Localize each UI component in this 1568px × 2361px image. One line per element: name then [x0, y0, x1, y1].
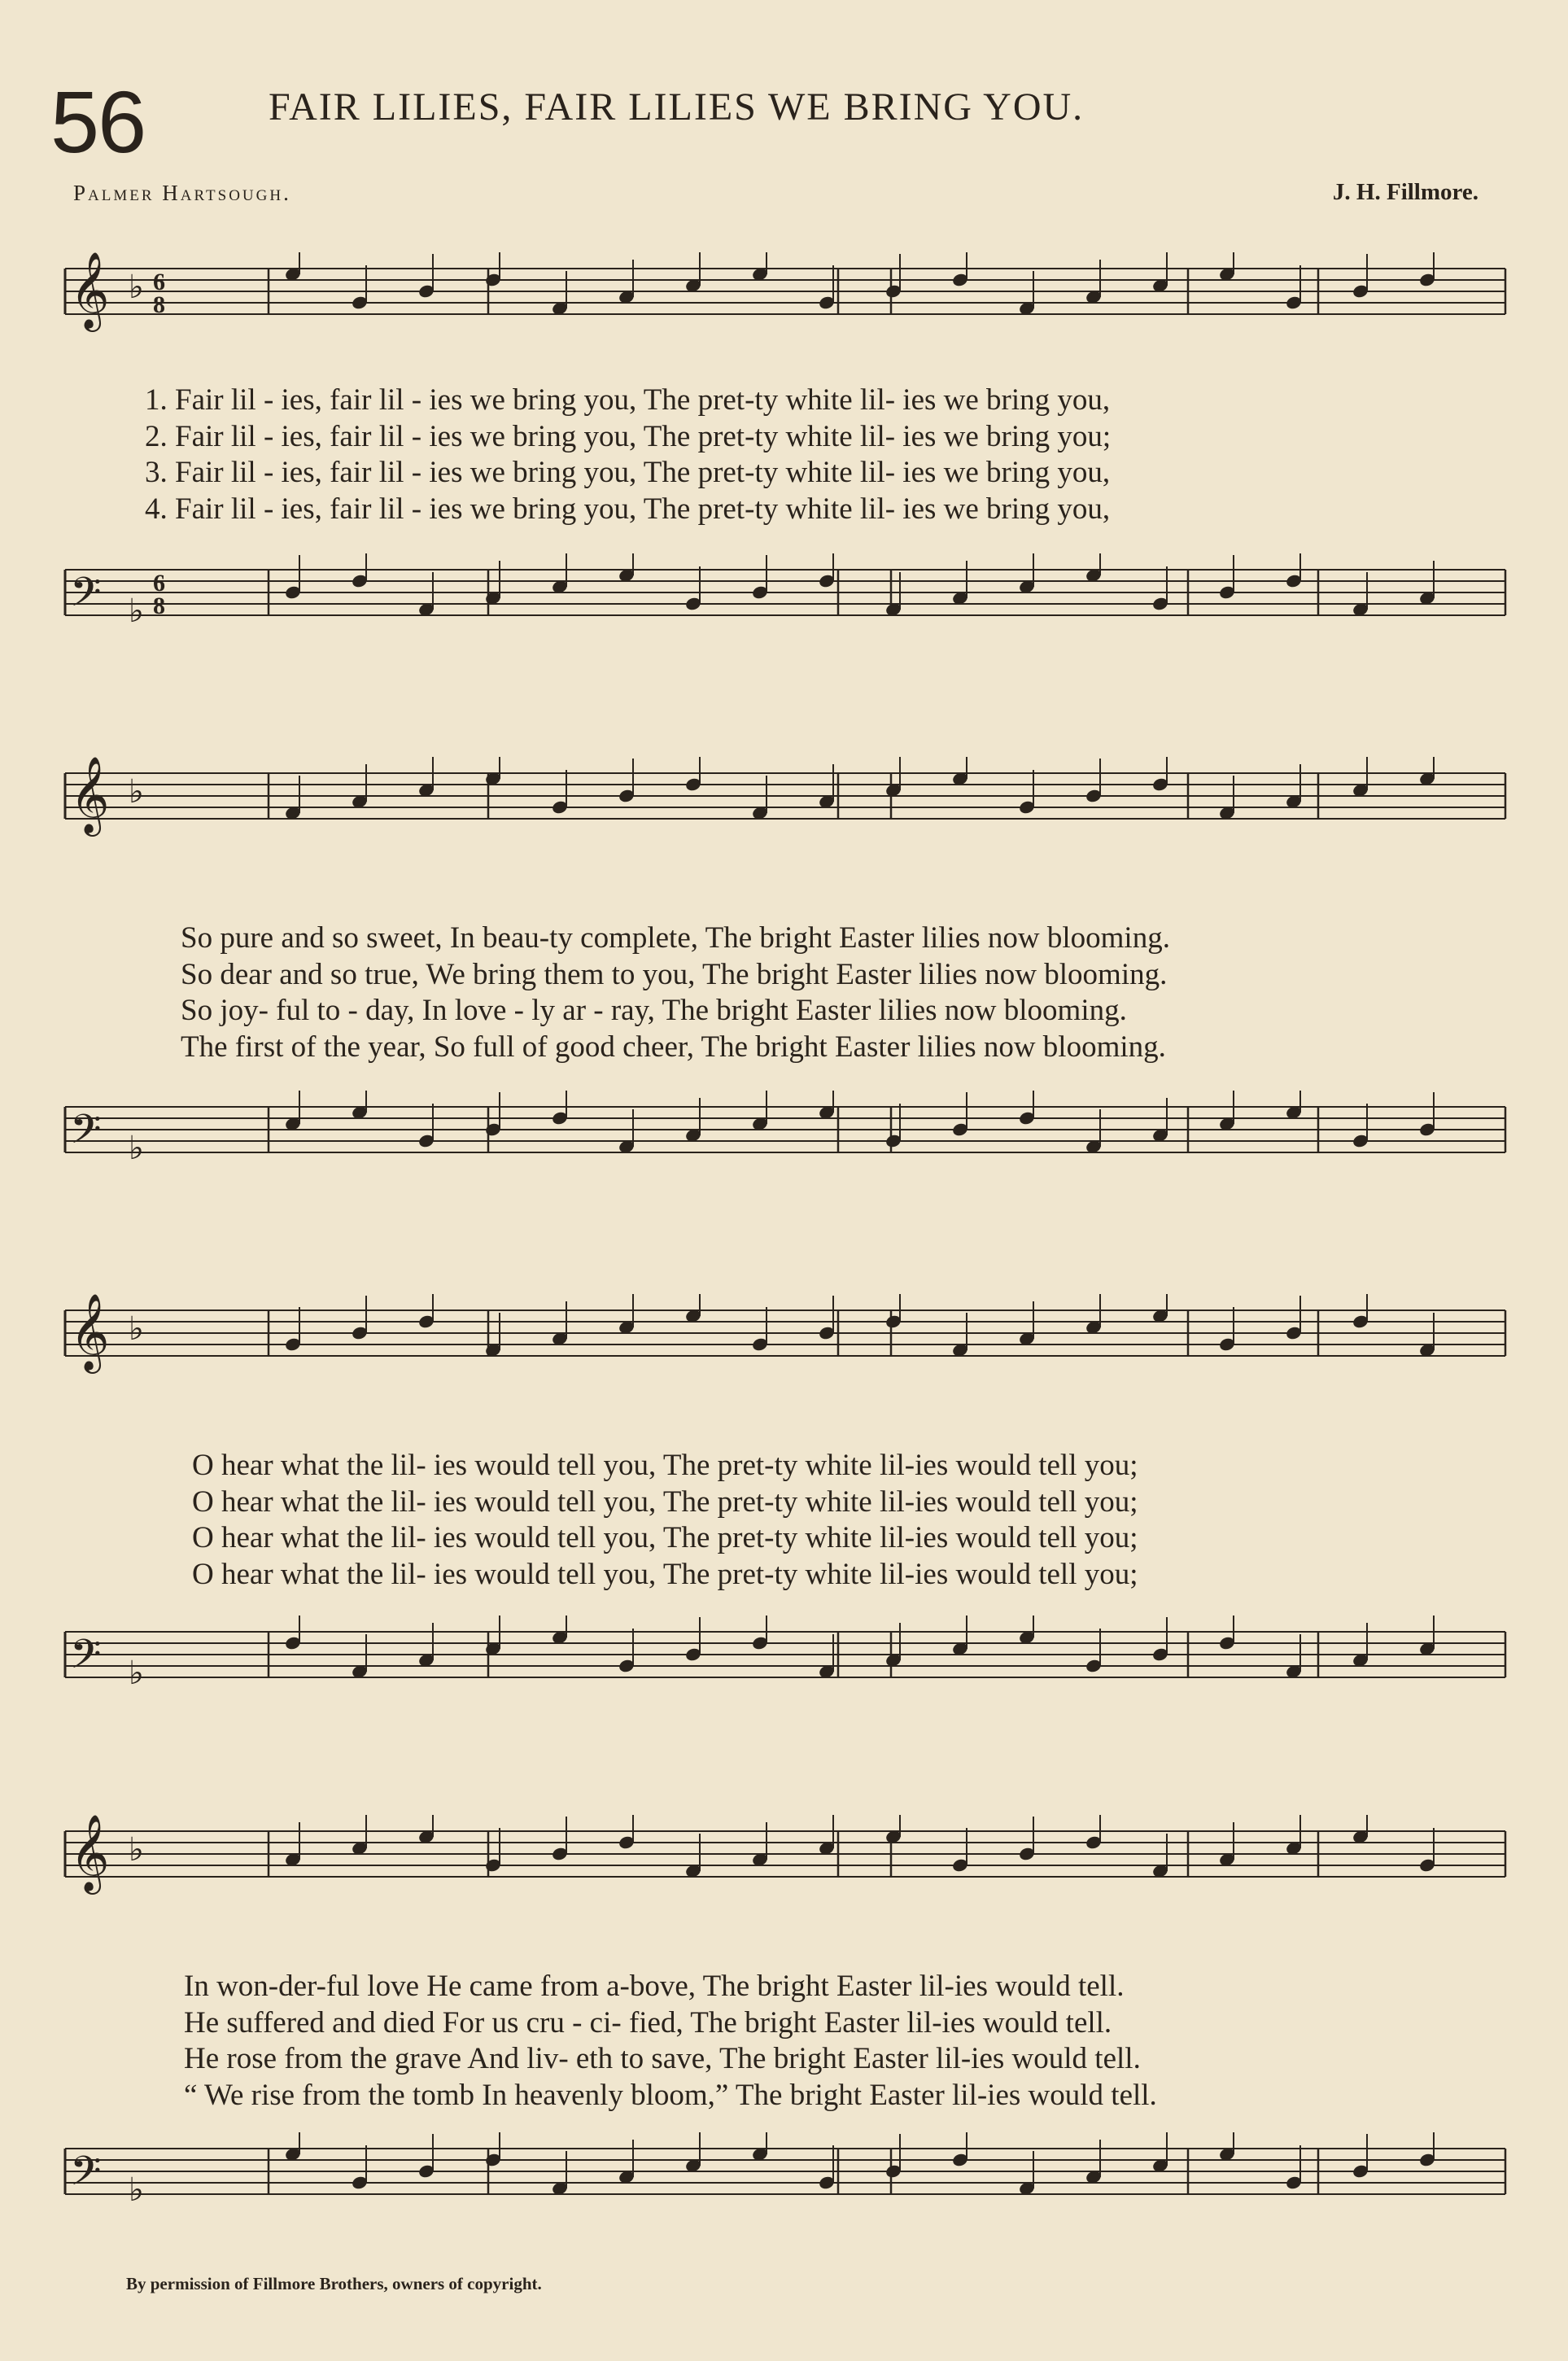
flat-icon: ♭: [129, 1130, 144, 1167]
treble-staff-system-1: [0, 252, 1568, 366]
flat-icon: ♭: [129, 592, 144, 630]
lyric-line: The first of the year, So full of good cheer, The bright Easter lilies now blooming.: [181, 1030, 1166, 1064]
bass-staff-system-3: [0, 1616, 1568, 1729]
lyric-line: O hear what the lil- ies would tell you, The pret-ty white lil-ies would tell you;: [192, 1521, 1138, 1554]
lyric-line: 1. Fair lil - ies, fair lil - ies we bring you, The pret-ty white lil- ies we bring you,: [145, 383, 1111, 417]
lyric-line: He suffered and died For us cru - ci- fied, The bright Easter lil-ies would tell.: [184, 2005, 1112, 2040]
bass-staff-system-2: [0, 1091, 1568, 1205]
lyric-line: 2. Fair lil - ies, fair lil - ies we bring you, The pret-ty white lil- ies we bring you;: [145, 419, 1112, 453]
flat-icon: ♭: [129, 1655, 144, 1692]
time-signature-icon: 6: [153, 570, 165, 597]
lyric-line: O hear what the lil- ies would tell you, The pret-ty white lil-ies would tell you;: [192, 1557, 1138, 1591]
time-signature-icon: 8: [153, 291, 165, 318]
treble-clef-icon: 𝄞: [70, 1294, 110, 1371]
lyric-line: 3. Fair lil - ies, fair lil - ies we bring you, The pret-ty white lil- ies we bring you,: [145, 456, 1111, 489]
lyric-line: He rose from the grave And liv- eth to save, The bright Easter lil-ies would tell.: [184, 2042, 1141, 2075]
bass-staff-system-1: [0, 553, 1568, 667]
time-signature-icon: 8: [153, 592, 165, 619]
flat-icon: ♭: [129, 269, 144, 306]
lyrics-system-3: [192, 1448, 1138, 1593]
treble-clef-icon: 𝄞: [70, 1815, 110, 1891]
treble-staff-system-4: [0, 1815, 1568, 1929]
lyric-line: “ We rise from the tomb In heavenly bloom,” The bright Easter lil-ies would tell.: [184, 2078, 1157, 2112]
flat-icon: ♭: [129, 773, 144, 811]
flat-icon: ♭: [129, 2171, 144, 2209]
bass-clef-icon: 𝄢: [70, 569, 102, 626]
lyrics-system-2: [181, 920, 1170, 1065]
lyric-line: O hear what the lil- ies would tell you, The pret-ty white lil-ies would tell you;: [192, 1484, 1138, 1519]
composer-credit: J. H. Fillmore.: [1332, 179, 1478, 205]
lyrics-system-4: [184, 1969, 1157, 2114]
flat-icon: ♭: [129, 1831, 144, 1869]
bass-clef-icon: 𝄢: [70, 2148, 102, 2205]
treble-staff-system-3: [0, 1294, 1568, 1408]
bass-clef-icon: 𝄢: [70, 1631, 102, 1688]
treble-clef-icon: 𝄞: [70, 757, 110, 833]
lyric-line: 4. Fair lil - ies, fair lil - ies we bring you, The pret-ty white lil- ies we bring you,: [145, 492, 1111, 526]
copyright-notice: By permission of Fillmore Brothers, owners of copyright.: [126, 2274, 542, 2293]
hymn-number: 56: [50, 72, 146, 171]
treble-staff-system-2: [0, 757, 1568, 871]
lyric-line: So joy- ful to - day, In love - ly ar - ray, The bright Easter lilies now blooming.: [181, 994, 1127, 1027]
lyric-line: So dear and so true, We bring them to you, The bright Easter lilies now blooming.: [181, 957, 1168, 991]
lyrics-system-1: [145, 383, 1111, 527]
time-signature-icon: 6: [153, 269, 165, 295]
hymn-title: FAIR LILIES, FAIR LILIES WE BRING YOU.: [269, 85, 1085, 129]
lyric-line: O hear what the lil- ies would tell you, The pret-ty white lil-ies would tell you;: [192, 1449, 1138, 1482]
bass-clef-icon: 𝄢: [70, 1106, 102, 1163]
lyricist-credit: Palmer Hartsough.: [73, 181, 291, 205]
lyric-line: In won-der-ful love He came from a-bove, The bright Easter lil-ies would tell.: [184, 1970, 1125, 2003]
lyric-line: So pure and so sweet, In beau-ty complete, The bright Easter lilies now blooming.: [181, 921, 1170, 955]
flat-icon: ♭: [129, 1310, 144, 1348]
bass-staff-system-4: [0, 2132, 1568, 2246]
treble-clef-icon: 𝄞: [70, 252, 110, 329]
